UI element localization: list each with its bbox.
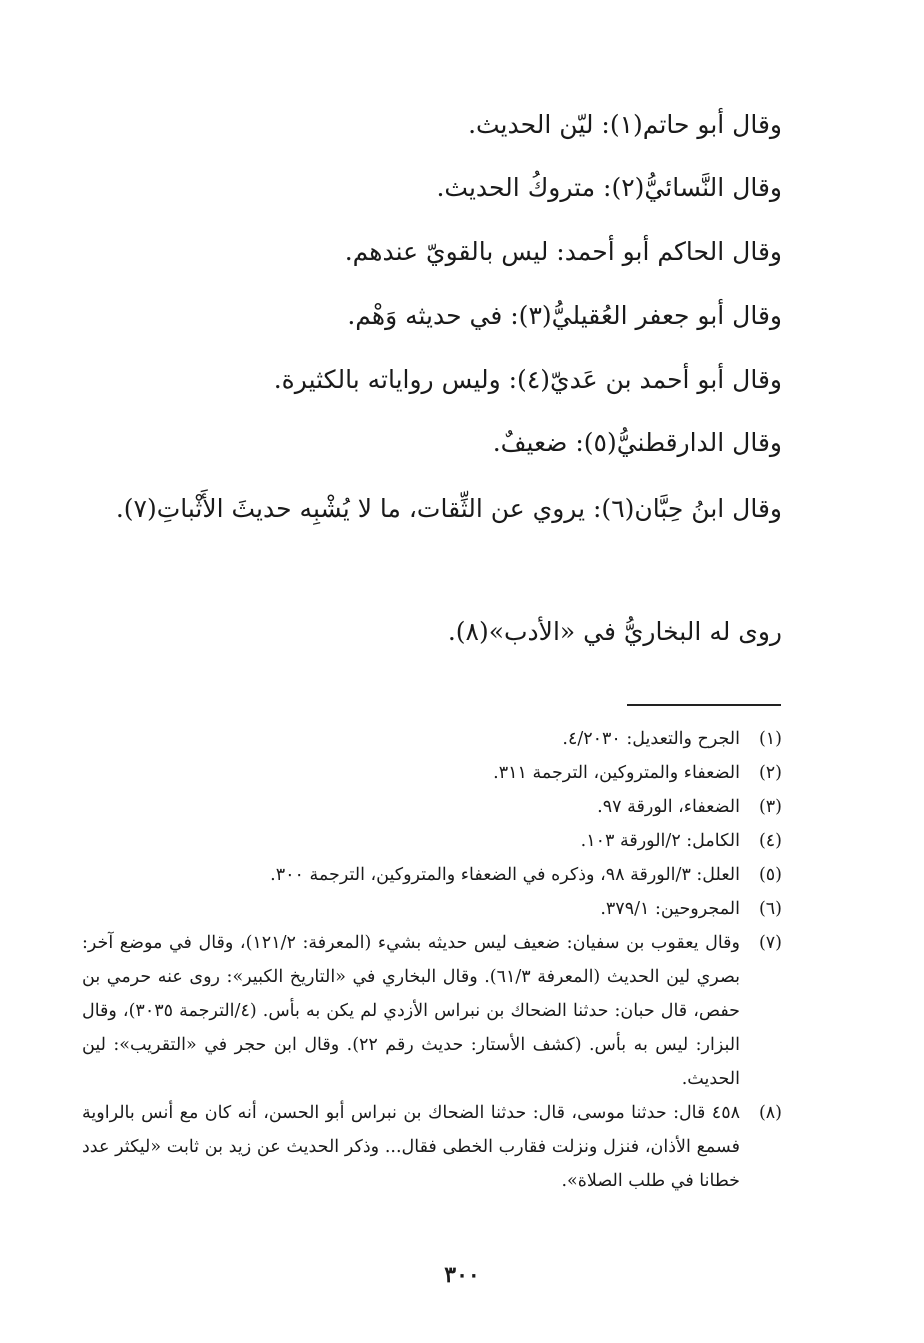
text-line-hakim: وقال الحاكم أبو أحمد: ليس بالقويّ عندهم. <box>344 237 782 266</box>
footnote-item <box>82 756 782 790</box>
footnote-number: (٣) <box>758 797 782 817</box>
footnote-item <box>82 824 782 858</box>
footnotes-list <box>82 722 782 1198</box>
footnote-number: (٥) <box>758 865 782 885</box>
text-line-nasai: وقال النَّسائيُّ(٢): متروكُ الحديث. <box>436 173 782 202</box>
footnote-number: (٢) <box>758 763 782 783</box>
footnote-text: الكامل: ٢/الورقة ١٠٣. <box>580 831 740 851</box>
footnote-number: (٧) <box>758 933 782 953</box>
footnote-text: الجرح والتعديل: ٤/٢٠٣٠. <box>562 729 740 749</box>
footnote-text: المجروحين: ٣٧٩/١. <box>600 899 740 919</box>
footnote-number: (٦) <box>758 899 782 919</box>
footnote-number: (٤) <box>758 831 782 851</box>
text-line-bukhari: روى له البخاريُّ في «الأدب»(٨). <box>447 617 782 646</box>
footnote-item <box>82 858 782 892</box>
footnote-number: (٨) <box>758 1103 782 1123</box>
text-line-ibn-adi: وقال أبو أحمد بن عَديّ(٤): وليس رواياته بالكثيرة. <box>273 365 782 394</box>
footnote-divider <box>627 704 781 706</box>
footnote-item <box>82 926 782 1096</box>
footnote-item <box>82 722 782 756</box>
footnote-text: الضعفاء، الورقة ٩٧. <box>597 797 740 817</box>
footnote-text: ٤٥٨ قال: حدثنا موسى، قال: حدثنا الضحاك بن نبراس أبو الحسن، أنه كان مع أنس بالراوية فسمع الأذان، فنزل ونزلت فقارب الخطى فقال... وذكر الحديث عن زيد بن ثابت «ليكثر عدد خطانا في طلب الصلاة». <box>82 1103 740 1191</box>
text-line-abu-hatim: وقال أبو حاتم(١): ليّن الحديث. <box>468 110 782 139</box>
text-line-uqaili: وقال أبو جعفر العُقيليُّ(٣): في حديثه وَهْم. <box>347 301 782 330</box>
footnote-item <box>82 1096 782 1198</box>
footnote-item <box>82 790 782 824</box>
footnote-item <box>82 892 782 926</box>
text-line-daraqutni: وقال الدارقطنيُّ(٥): ضعيفٌ. <box>492 428 782 457</box>
footnote-text: العلل: ٣/الورقة ٩٨، وذكره في الضعفاء والمتروكين، الترجمة ٣٠٠. <box>270 865 740 885</box>
footnote-number: (١) <box>758 729 782 749</box>
text-paragraph-ibn-hibban: وقال ابنُ حِبَّان(٦): يروي عن الثِّقات، ما لا يُشْبِه حديثَ الأَثْباتِ(٧). <box>115 494 782 523</box>
footnote-text: وقال يعقوب بن سفيان: ضعيف ليس حديثه بشيء (المعرفة: ١٢١/٢)، وقال في موضع آخر: بصري لين الحديث (المعرفة ٦١/٣). وقال البخاري في «التاريخ الكبير»: روى عنه حرمي بن حفص، قال حبان: حدثنا الضحاك بن نبراس الأزدي لم يكن به بأس. (٤/الترجمة ٣٠٣٥)، وقال البزار: ليس به بأس. (كشف الأستار: حديث رقم ٢٢). وقال ابن حجر في «التقريب»: لين الحديث. <box>82 933 741 1089</box>
page-number: ٣٠٠ <box>444 1262 480 1288</box>
footnote-text: الضعفاء والمتروكين، الترجمة ٣١١. <box>493 763 740 783</box>
